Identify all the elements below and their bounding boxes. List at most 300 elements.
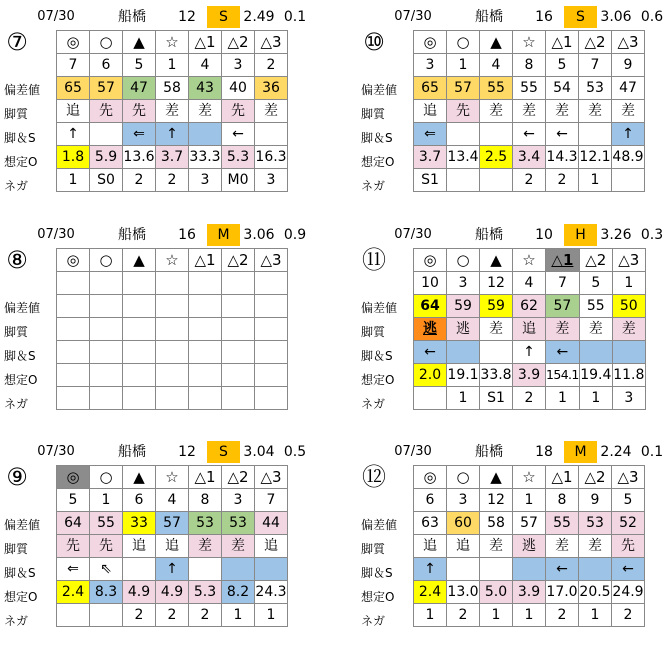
horse-number-cell: 8	[546, 489, 579, 512]
expected-odds-cell: 2.0	[414, 364, 447, 387]
horse-number-cell	[123, 272, 156, 295]
deviation-cell: 53	[189, 512, 222, 535]
row-label: ネガ	[4, 614, 29, 628]
mark-cell: ▲	[123, 466, 156, 489]
expected-odds-cell	[255, 364, 288, 387]
negative-cell	[156, 387, 189, 410]
row-label: 脚質	[4, 542, 29, 556]
running-style-cell: 差	[579, 318, 612, 341]
expected-odds-cell	[123, 364, 156, 387]
race-number: ⑪	[362, 246, 386, 274]
running-style-cell: 差	[255, 100, 288, 123]
row-label: 脚＆S	[361, 566, 393, 580]
horse-number-cell: 6	[123, 489, 156, 512]
running-style-cell: 差	[546, 535, 579, 558]
negative-cell: 1	[579, 604, 612, 627]
negative-cell	[222, 387, 255, 410]
leg-speed-cell: ←	[546, 558, 579, 581]
running-style-cell: 追	[123, 535, 156, 558]
mark-row	[57, 466, 288, 489]
horse-number-row	[57, 489, 288, 512]
leg-speed-cell	[480, 558, 513, 581]
negative-cell	[447, 169, 480, 192]
horse-number-cell: 3	[414, 54, 447, 77]
horse-number-cell: 7	[546, 272, 580, 295]
deviation-cell: 44	[255, 512, 288, 535]
row-label: 偏差値	[4, 83, 41, 97]
running-style-cell: 差	[546, 318, 580, 341]
row-label: ネガ	[361, 614, 386, 628]
negative-cell	[612, 169, 645, 192]
horse-number-cell: 3	[222, 489, 255, 512]
horse-number-cell	[57, 272, 90, 295]
running-style-cell: 追	[414, 100, 447, 123]
race-panel	[4, 224, 314, 429]
panel-value-1: 2.49	[243, 9, 275, 25]
row-label: 想定O	[4, 590, 38, 604]
deviation-cell: 53	[579, 512, 612, 535]
deviation-cell	[57, 295, 90, 318]
deviation-cell	[123, 295, 156, 318]
row-label: ネガ	[4, 397, 29, 411]
deviation-cell: 40	[222, 77, 255, 100]
horse-number-cell	[156, 272, 189, 295]
leg-speed-cell: ↑	[513, 341, 546, 364]
mark-cell: △1	[546, 249, 580, 272]
negative-cell: 1	[222, 604, 255, 627]
leg-speed-row	[414, 341, 646, 364]
horse-number-cell: 4	[189, 54, 222, 77]
negative-cell: 1	[414, 604, 447, 627]
running-style-cell	[57, 318, 90, 341]
leg-speed-cell	[189, 558, 222, 581]
running-style-cell	[255, 318, 288, 341]
running-style-cell: 差	[189, 100, 222, 123]
deviation-cell: 55	[513, 77, 546, 100]
panel-value-1: 3.06	[600, 9, 632, 25]
leg-speed-cell	[447, 341, 480, 364]
leg-speed-cell	[123, 558, 156, 581]
row-label: 脚質	[361, 325, 386, 339]
negative-cell: 1	[513, 604, 546, 627]
deviation-cell: 54	[546, 77, 579, 100]
negative-cell: 2	[123, 169, 156, 192]
mark-cell: △2	[222, 466, 255, 489]
horse-number-cell: 1	[90, 489, 123, 512]
deviation-row	[414, 295, 646, 318]
negative-cell: 3	[612, 387, 645, 410]
expected-odds-cell: 154.1	[546, 364, 580, 387]
deviation-cell: 52	[612, 512, 645, 535]
running-style-cell: 追	[156, 535, 189, 558]
panel-horse-count: 10	[535, 227, 553, 243]
horse-number-cell: 6	[414, 489, 447, 512]
expected-odds-cell: 33.8	[480, 364, 513, 387]
negative-cell: 1	[447, 387, 480, 410]
running-style-cell: 差	[480, 318, 513, 341]
race-number: ⑦	[6, 28, 28, 56]
leg-speed-cell: ←	[546, 341, 580, 364]
panel-grade: M	[207, 224, 240, 246]
leg-speed-cell: ←	[414, 341, 447, 364]
negative-cell: S0	[90, 169, 123, 192]
running-style-cell	[189, 318, 222, 341]
negative-cell: 2	[156, 169, 189, 192]
expected-odds-cell: 13.4	[447, 146, 480, 169]
panel-value-2: 0.1	[283, 9, 307, 25]
leg-speed-cell: ↑	[156, 558, 189, 581]
leg-speed-cell	[480, 341, 513, 364]
horse-number-cell	[90, 272, 123, 295]
mark-cell: △1	[189, 249, 222, 272]
running-style-cell	[123, 318, 156, 341]
expected-odds-row	[57, 146, 288, 169]
running-style-cell	[156, 318, 189, 341]
mark-row	[57, 249, 288, 272]
expected-odds-cell: 5.3	[189, 581, 222, 604]
running-style-cell: 先	[90, 535, 123, 558]
mark-cell: △1	[546, 31, 579, 54]
negative-cell	[255, 387, 288, 410]
leg-speed-cell	[156, 341, 189, 364]
expected-odds-row	[57, 364, 288, 387]
horse-number-cell: 3	[447, 489, 480, 512]
leg-speed-cell	[123, 341, 156, 364]
deviation-cell	[222, 295, 255, 318]
deviation-cell: 63	[414, 512, 447, 535]
mark-cell: △3	[255, 31, 288, 54]
deviation-row	[414, 512, 645, 535]
leg-speed-row	[57, 558, 288, 581]
horse-number-cell: 4	[513, 272, 546, 295]
expected-odds-cell: 20.5	[579, 581, 612, 604]
running-style-cell: 追	[513, 318, 546, 341]
horse-number-cell: 7	[255, 489, 288, 512]
race-number: ⑨	[6, 463, 28, 491]
running-style-cell: 逃	[414, 318, 447, 341]
running-style-cell: 先	[57, 535, 90, 558]
negative-cell	[57, 604, 90, 627]
negative-cell: 2	[447, 604, 480, 627]
expected-odds-cell: 13.0	[447, 581, 480, 604]
deviation-cell: 64	[414, 295, 447, 318]
row-label: 脚質	[4, 107, 29, 121]
panel-horse-count: 12	[178, 9, 196, 25]
negative-cell	[414, 387, 447, 410]
leg-speed-cell: ⇐	[414, 123, 447, 146]
mark-cell: △2	[579, 466, 612, 489]
expected-odds-cell: 3.4	[513, 146, 546, 169]
panel-grade: S	[207, 441, 240, 463]
horse-number-cell: 9	[612, 54, 645, 77]
expected-odds-cell	[156, 364, 189, 387]
running-style-cell: 先	[612, 535, 645, 558]
leg-speed-cell	[612, 341, 645, 364]
deviation-cell	[255, 295, 288, 318]
mark-cell: ▲	[480, 31, 513, 54]
expected-odds-cell: 1.8	[57, 146, 90, 169]
row-label: 偏差値	[4, 518, 41, 532]
horse-number-cell: 1	[513, 489, 546, 512]
negative-cell: 2	[189, 604, 222, 627]
deviation-cell: 57	[546, 295, 580, 318]
running-style-cell	[222, 318, 255, 341]
panel-date: 07/30	[37, 9, 75, 24]
row-label: 偏差値	[361, 301, 398, 315]
deviation-cell: 59	[480, 295, 513, 318]
race-panel	[361, 6, 669, 211]
deviation-cell: 53	[222, 512, 255, 535]
row-label: 脚質	[361, 107, 386, 121]
running-style-cell: 差	[222, 535, 255, 558]
horse-number-cell: 10	[414, 272, 447, 295]
negative-cell: 1	[57, 169, 90, 192]
row-label: 偏差値	[361, 518, 398, 532]
horse-number-cell: 2	[255, 54, 288, 77]
deviation-cell: 55	[579, 295, 612, 318]
mark-row	[57, 31, 288, 54]
expected-odds-cell: 3.9	[513, 364, 546, 387]
race-number: ⑧	[6, 246, 28, 274]
leg-speed-row	[57, 341, 288, 364]
leg-speed-cell: ↑	[612, 123, 645, 146]
running-style-row	[57, 318, 288, 341]
mark-row	[414, 466, 645, 489]
mark-row	[414, 31, 645, 54]
expected-odds-cell: 19.1	[447, 364, 480, 387]
mark-cell: △3	[612, 249, 645, 272]
deviation-cell: 47	[612, 77, 645, 100]
mark-cell: ○	[90, 31, 123, 54]
running-style-cell: 差	[513, 100, 546, 123]
expected-odds-cell: 2.4	[57, 581, 90, 604]
deviation-cell: 62	[513, 295, 546, 318]
mark-cell: ☆	[156, 249, 189, 272]
mark-cell: ◎	[57, 249, 90, 272]
deviation-cell	[189, 295, 222, 318]
deviation-cell: 57	[90, 77, 123, 100]
panel-venue: 船橋	[475, 227, 503, 243]
panel-grade: S	[207, 6, 240, 28]
running-style-row	[414, 100, 645, 123]
leg-speed-cell	[255, 341, 288, 364]
expected-odds-row	[414, 364, 646, 387]
deviation-cell: 57	[156, 512, 189, 535]
panel-value-2: 0.1	[640, 444, 664, 460]
row-label: 偏差値	[361, 83, 398, 97]
mark-cell: ☆	[513, 31, 546, 54]
negative-row	[57, 604, 288, 627]
running-style-row	[57, 535, 288, 558]
panel-value-1: 2.24	[600, 444, 632, 460]
panel-horse-count: 16	[535, 9, 553, 25]
negative-cell: 1	[579, 387, 612, 410]
leg-speed-cell: ↑	[156, 123, 189, 146]
race-grid	[56, 248, 288, 410]
leg-speed-cell: ⇖	[90, 558, 123, 581]
deviation-cell: 65	[57, 77, 90, 100]
expected-odds-cell: 12.1	[579, 146, 612, 169]
negative-cell: 2	[546, 169, 579, 192]
horse-number-cell: 1	[612, 272, 645, 295]
running-style-cell: 差	[480, 100, 513, 123]
mark-cell: △3	[612, 31, 645, 54]
horse-number-cell: 4	[480, 54, 513, 77]
race-number: ⑫	[362, 463, 386, 491]
leg-speed-cell	[579, 341, 612, 364]
deviation-row	[57, 295, 288, 318]
row-label: 脚＆S	[361, 131, 393, 145]
running-style-cell: 差	[480, 535, 513, 558]
mark-cell: ☆	[156, 31, 189, 54]
mark-cell: △1	[546, 466, 579, 489]
row-label: 脚＆S	[4, 349, 36, 363]
leg-speed-cell	[579, 558, 612, 581]
mark-cell: ▲	[123, 31, 156, 54]
leg-speed-cell	[189, 123, 222, 146]
row-label: ネガ	[361, 397, 386, 411]
row-label: 想定O	[361, 590, 395, 604]
mark-cell: ☆	[513, 249, 546, 272]
race-grid	[413, 30, 645, 192]
negative-cell: 3	[255, 169, 288, 192]
running-style-cell: 先	[222, 100, 255, 123]
race-panel	[4, 6, 314, 211]
expected-odds-cell: 24.3	[255, 581, 288, 604]
running-style-row	[414, 535, 645, 558]
expected-odds-row	[414, 581, 645, 604]
negative-row	[57, 387, 288, 410]
expected-odds-cell: 8.2	[222, 581, 255, 604]
mark-cell: ◎	[414, 31, 447, 54]
negative-cell: M0	[222, 169, 255, 192]
horse-number-cell: 7	[57, 54, 90, 77]
running-style-cell: 先	[447, 100, 480, 123]
panel-value-2: 0.9	[283, 227, 307, 243]
horse-number-cell: 5	[546, 54, 579, 77]
panel-value-1: 3.06	[243, 227, 275, 243]
leg-speed-cell	[480, 123, 513, 146]
race-panel	[361, 441, 669, 646]
deviation-cell: 55	[480, 77, 513, 100]
running-style-cell: 差	[612, 100, 645, 123]
running-style-cell: 差	[156, 100, 189, 123]
leg-speed-cell	[222, 341, 255, 364]
running-style-cell	[90, 318, 123, 341]
row-label: 想定O	[4, 155, 38, 169]
horse-number-cell: 9	[579, 489, 612, 512]
deviation-cell: 59	[447, 295, 480, 318]
horse-number-cell: 1	[447, 54, 480, 77]
horse-number-row	[57, 272, 288, 295]
mark-cell: ▲	[480, 249, 513, 272]
leg-speed-cell	[255, 558, 288, 581]
mark-cell: ☆	[513, 466, 546, 489]
expected-odds-cell: 19.4	[579, 364, 612, 387]
mark-cell: △2	[222, 249, 255, 272]
horse-number-cell: 12	[480, 489, 513, 512]
horse-number-cell: 6	[90, 54, 123, 77]
panel-date: 07/30	[394, 9, 432, 24]
leg-speed-row	[57, 123, 288, 146]
negative-cell: S1	[480, 387, 513, 410]
horse-number-cell: 1	[156, 54, 189, 77]
deviation-cell: 53	[579, 77, 612, 100]
mark-cell: ◎	[57, 31, 90, 54]
panel-horse-count: 16	[178, 227, 196, 243]
deviation-cell: 58	[156, 77, 189, 100]
horse-number-cell: 5	[123, 54, 156, 77]
horse-number-cell: 5	[579, 272, 612, 295]
expected-odds-cell	[189, 364, 222, 387]
mark-cell: ◎	[57, 466, 90, 489]
expected-odds-cell: 17.0	[546, 581, 579, 604]
negative-cell	[57, 387, 90, 410]
leg-speed-cell: ←	[546, 123, 579, 146]
deviation-row	[57, 77, 288, 100]
mark-cell: ○	[447, 31, 480, 54]
running-style-cell: 逃	[447, 318, 480, 341]
row-label: ネガ	[361, 179, 386, 193]
race-panel	[361, 224, 669, 429]
running-style-cell: 追	[414, 535, 447, 558]
leg-speed-cell	[447, 123, 480, 146]
negative-cell	[189, 387, 222, 410]
horse-number-row	[414, 489, 645, 512]
negative-row	[57, 169, 288, 192]
row-label: 偏差値	[4, 301, 41, 315]
mark-cell: ☆	[156, 466, 189, 489]
deviation-row	[414, 77, 645, 100]
leg-speed-cell: ⇐	[57, 558, 90, 581]
mark-cell: ○	[447, 466, 480, 489]
expected-odds-cell: 11.8	[612, 364, 645, 387]
negative-row	[414, 387, 646, 410]
deviation-cell: 55	[90, 512, 123, 535]
mark-cell: △2	[579, 31, 612, 54]
negative-cell: 1	[546, 387, 580, 410]
negative-cell: 1	[255, 604, 288, 627]
running-style-cell: 先	[90, 100, 123, 123]
expected-odds-cell: 3.7	[414, 146, 447, 169]
running-style-row	[414, 318, 646, 341]
panel-value-1: 3.26	[600, 227, 632, 243]
mark-cell: ○	[90, 466, 123, 489]
race-grid	[56, 30, 288, 192]
leg-speed-cell: ←	[222, 123, 255, 146]
row-label: ネガ	[4, 179, 29, 193]
expected-odds-row	[57, 581, 288, 604]
panel-date: 07/30	[37, 444, 75, 459]
running-style-cell: 差	[579, 535, 612, 558]
negative-row	[414, 604, 645, 627]
negative-row	[414, 169, 645, 192]
horse-number-row	[414, 54, 645, 77]
expected-odds-cell: 8.3	[90, 581, 123, 604]
expected-odds-cell: 33.3	[189, 146, 222, 169]
expected-odds-cell: 14.3	[546, 146, 579, 169]
race-grid	[413, 248, 646, 410]
running-style-cell: 追	[57, 100, 90, 123]
panel-venue: 船橋	[118, 227, 146, 243]
expected-odds-cell: 16.3	[255, 146, 288, 169]
negative-cell: 3	[189, 169, 222, 192]
horse-number-cell: 8	[189, 489, 222, 512]
deviation-cell: 47	[123, 77, 156, 100]
mark-cell: △1	[189, 31, 222, 54]
panel-date: 07/30	[394, 444, 432, 459]
row-label: 脚質	[4, 325, 29, 339]
